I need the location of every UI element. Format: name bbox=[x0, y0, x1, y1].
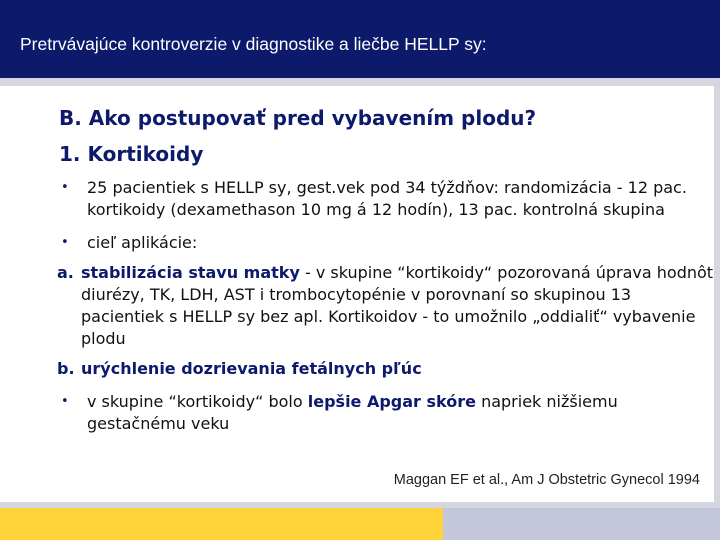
item-highlight: urýchlenie dozrievania fetálnych pľúc bbox=[81, 359, 422, 378]
item-text: - v skupine “kortikoidy“ pozorovaná úprava hodnôt diurézy, TK, LDH, AST i trombocytopénie v porovnaní so skupinou 13 pacientiek s HELLP sy bez apl. Kortikoidov - to umožnilo „oddialiť“ vybavenie plodu bbox=[81, 263, 714, 348]
bullet-item bbox=[59, 177, 719, 221]
content-panel bbox=[0, 86, 714, 502]
section-heading: B. Ako postupovať pred vybavením plodu? bbox=[59, 106, 537, 130]
content-frame bbox=[0, 78, 720, 508]
section-subheading: 1. Kortikoidy bbox=[59, 142, 204, 166]
bullet-text-post: napriek nižšiemu gestačnému veku bbox=[87, 392, 618, 433]
bullet-icon: • bbox=[61, 394, 69, 409]
bullet-highlight: lepšie Apgar skóre bbox=[307, 392, 476, 411]
slide-content bbox=[59, 106, 719, 435]
list-item-a bbox=[57, 262, 719, 350]
footer-bar-right bbox=[443, 508, 720, 540]
bullet-text: cieľ aplikácie: bbox=[87, 233, 198, 252]
list-item-b bbox=[57, 358, 719, 380]
bullet-icon: • bbox=[61, 180, 69, 195]
citation: Maggan EF et al., Am J Obstetric Gynecol 1994 bbox=[393, 472, 700, 488]
bullet-text-pre: v skupine “kortikoidy“ bolo bbox=[87, 392, 308, 411]
bullet-icon: • bbox=[61, 235, 69, 250]
bullet-item bbox=[59, 232, 719, 254]
footer-bar-left bbox=[0, 508, 443, 540]
item-highlight: stabilizácia stavu matky bbox=[81, 263, 300, 282]
item-label: a. bbox=[57, 263, 74, 282]
bullet-text: 25 pacientiek s HELLP sy, gest.vek pod 34 týždňov: randomizácia - 12 pac. kortikoidy (dexamethason 10 mg á 12 hodín), 13 pac. kontrolná skupina bbox=[87, 178, 687, 219]
item-label: b. bbox=[57, 359, 75, 378]
header-bar bbox=[0, 0, 720, 78]
slide-title: Pretrvávajúce kontroverzie v diagnostike a liečbe HELLP sy: bbox=[20, 34, 487, 54]
bullet-item bbox=[59, 391, 719, 435]
